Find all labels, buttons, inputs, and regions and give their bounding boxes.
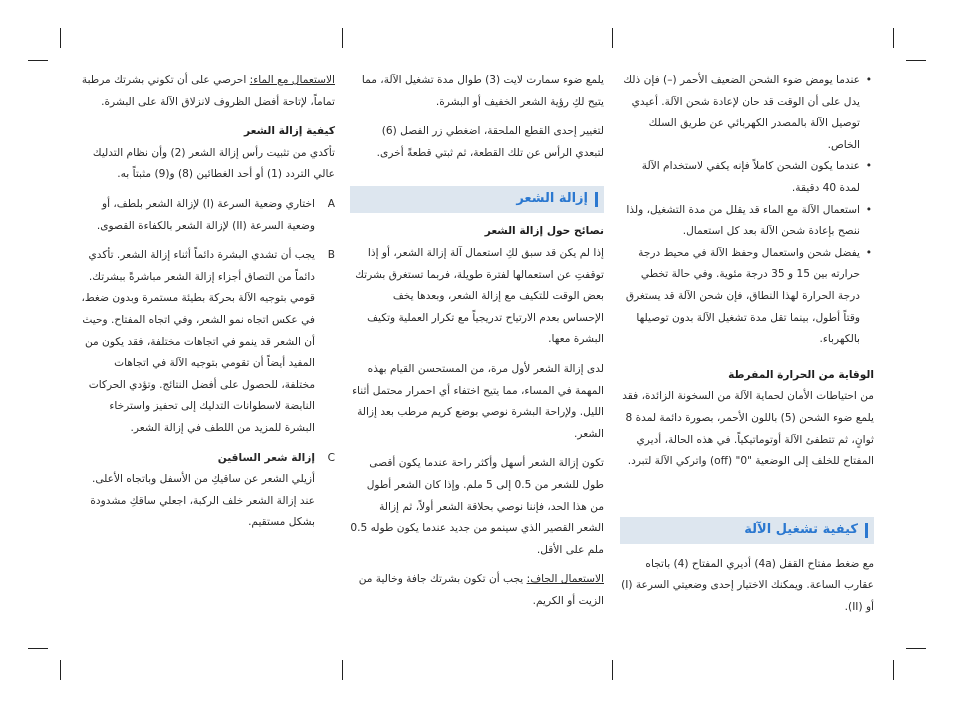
section-band-epilation bbox=[350, 186, 604, 213]
overheat-heading: الوقاية من الحرارة المفرطة bbox=[728, 368, 874, 381]
how-text: تأكدي من تثبيت رأس إزالة الشعر (2) وأن نظام التدليك عالي التردد (1) أو أحد الغطائين (8) و(9) مثبتاً به. bbox=[92, 146, 335, 181]
section-marker bbox=[595, 192, 598, 207]
crop-mark bbox=[342, 28, 343, 48]
legs-heading: إزالة شعر الساقين bbox=[217, 451, 315, 464]
column-right bbox=[620, 70, 874, 626]
dry-use-label: الاستعمال الجاف: bbox=[526, 573, 604, 586]
section-marker bbox=[865, 523, 868, 538]
how-heading: كيفية إزالة الشعر bbox=[244, 125, 335, 138]
section-title: إزالة الشعر bbox=[516, 191, 588, 207]
wet-use-text: الاستعمال مع الماء: احرصي على أن تكوني بشرتك مرطبة تماماً، لإتاحة أفضل الظروف لانزلاق الآلة على البشرة. bbox=[81, 74, 335, 108]
tips-paragraph: تكون إزالة الشعر أسهل وأكثر راحة عندما يكون أقصى طول للشعر من 0.5 إلى 5 ملم. وإذا كان الشعر أطول من هذا الحد، فإننا نوصي بحلاقة الشعر أولاً، ثم إزالة الشعر القصير الذي سينمو من جديد عندما يكون طوله 0.5 ملم على الأقل. bbox=[350, 457, 604, 556]
step-b: B يجب أن تشدي البشرة دائماً أثناء إزالة الشعر. تأكدي دائماً من التصاق أجزاء إزالة الشعر مباشرةً ببشرتك. قومي بتوجيه الآلة بحركة بطيئة مستمرة وبدون ضغط، في عكس اتجاه نمو الشعر، وفي اتجاه المفتاح. وحيث أن الشعر قد ينمو في اتجاهات مختلفة، فقد يكون من المفيد أيضاً أن تقومي بتوجيه الآلة في اتجاهات مختلفة، للحصول على أفضل النتائج. وتؤدي الحركات النابضة لاسطوانات التدليك إلى تحفيز واسترخاء البشرة للمزيد من اللطف في إزالة الشعر. bbox=[80, 245, 335, 439]
step-letter: C bbox=[327, 451, 335, 464]
tips-heading: نصائح حول إزالة الشعر bbox=[484, 225, 604, 238]
attachment-text: لتغيير إحدى القطع الملحقة، اضغطي زر الفصل (6) لتبعدي الرأس عن تلك القطعة، ثم ثبتي قطعةً أخرى. bbox=[376, 125, 604, 159]
step-letter: A bbox=[327, 197, 335, 210]
wet-use-label: الاستعمال مع الماء: bbox=[249, 74, 335, 86]
operate-text: مع ضغط مفتاح القفل (4a) أديري المفتاح (4) باتجاه عقارب الساعة. ويمكنك الاختيار إحدى وضعيتي السرعة (I) أو (II). bbox=[621, 557, 874, 613]
crop-mark bbox=[28, 648, 48, 649]
crop-mark bbox=[906, 60, 926, 61]
bullet-item: • استعمال الآلة مع الماء قد يقلل من مدة التشغيل، ولذا ننصح بإعادة شحن الآلة بعد كل استعمال. bbox=[620, 200, 874, 243]
step-letter: B bbox=[327, 249, 335, 262]
column-middle bbox=[350, 70, 604, 620]
crop-mark bbox=[60, 28, 61, 48]
section-title: كيفية تشغيل الآلة bbox=[744, 521, 858, 537]
section-band-operate bbox=[620, 517, 874, 544]
crop-mark bbox=[342, 660, 343, 680]
crop-mark bbox=[28, 60, 48, 61]
bullet-item: • عندما يكون الشحن كاملاً فإنه يكفي لاستخدام الآلة لمدة 40 دقيقة. bbox=[620, 156, 874, 199]
crop-mark bbox=[906, 648, 926, 649]
overheat-text: من احتياطات الأمان لحماية الآلة من السخونة الزائدة، فقد يلمع ضوء الشحن (5) باللون الأحمر، بصورة دائمة لمدة 8 ثوانٍ، ثم تتطفئ الآلة أوتوماتيكياً. في هذه الحالة، أديري المفتاح للخلف إلى الوضعية "0" (off) واتركي الآلة لتبرد. bbox=[622, 390, 874, 468]
dry-use-text: الاستعمال الجاف: يجب أن تكون بشرتك جافة وخالية من الزيت أو الكريم. bbox=[358, 573, 604, 607]
bullet-item: • يفضل شحن واستعمال وحفظ الآلة في محيط درجة حرارته بين 15 و 35 درجة مئوية. وفي حالة تخطي درجة الحرارة لهذا النطاق، فإن شحن الآلة قد يستغرق وقتاً أطول، بينما تقل مدة تشغيل الآلة بدون توصيلها بالكهرباء. bbox=[620, 243, 874, 351]
step-a: A اختاري وضعية السرعة (I) لإزالة الشعر بلطف، أو وضعية السرعة (II) لإزالة الشعر بالكفاءة القصوى. bbox=[80, 194, 335, 237]
tips-paragraph: إذا لم يكن قد سبق لكِ استعمال آلة إزالة الشعر، أو إذا توقفتِ عن استعمالها لفترة طويلة، فربما تستغرق بشرتك بعض الوقت للتكيف مع إزالة الشعر، وبعدها يخف الإحساس بعدم الارتياح تدريجياً مع تكرار العملية وتكيف البشرة معها. bbox=[355, 246, 604, 346]
crop-mark bbox=[60, 660, 61, 680]
crop-mark bbox=[893, 28, 894, 48]
crop-mark bbox=[612, 660, 613, 680]
smartlight-text: يلمع ضوء سمارت لايت (3) طوال مدة تشغيل الآلة، مما يتيح لكِ رؤية الشعر الخفيف أو البشرة. bbox=[361, 74, 604, 108]
column-left bbox=[80, 70, 335, 534]
crop-mark bbox=[893, 660, 894, 680]
bullet-item: • عندما يومض ضوء الشحن الضعيف الأحمر (–) فإن ذلك يدل على أن الوقت قد حان لإعادة شحن الآلة. أعيدي توصيل الآلة بالمصدر الكهربائي عن طريق السلك الخاص. bbox=[620, 70, 874, 156]
crop-mark bbox=[612, 28, 613, 48]
step-c: C إزالة شعر الساقين أزيلي الشعر عن ساقيكِ من الأسفل وباتجاه الأعلى. عند إزالة الشعر خلف الركبة، اجعلي ساقكِ مشدودة بشكل مستقيم. bbox=[80, 448, 335, 534]
tips-paragraph: لدى إزالة الشعر لأول مرة، من المستحسن القيام بهذه المهمة في المساء، مما يتيح اختفاء أي احمرار محتمل أثناء الليل. ولإراحة البشرة نوصي بوضع كريم مرطب بعد إزالة الشعر. bbox=[352, 362, 604, 440]
